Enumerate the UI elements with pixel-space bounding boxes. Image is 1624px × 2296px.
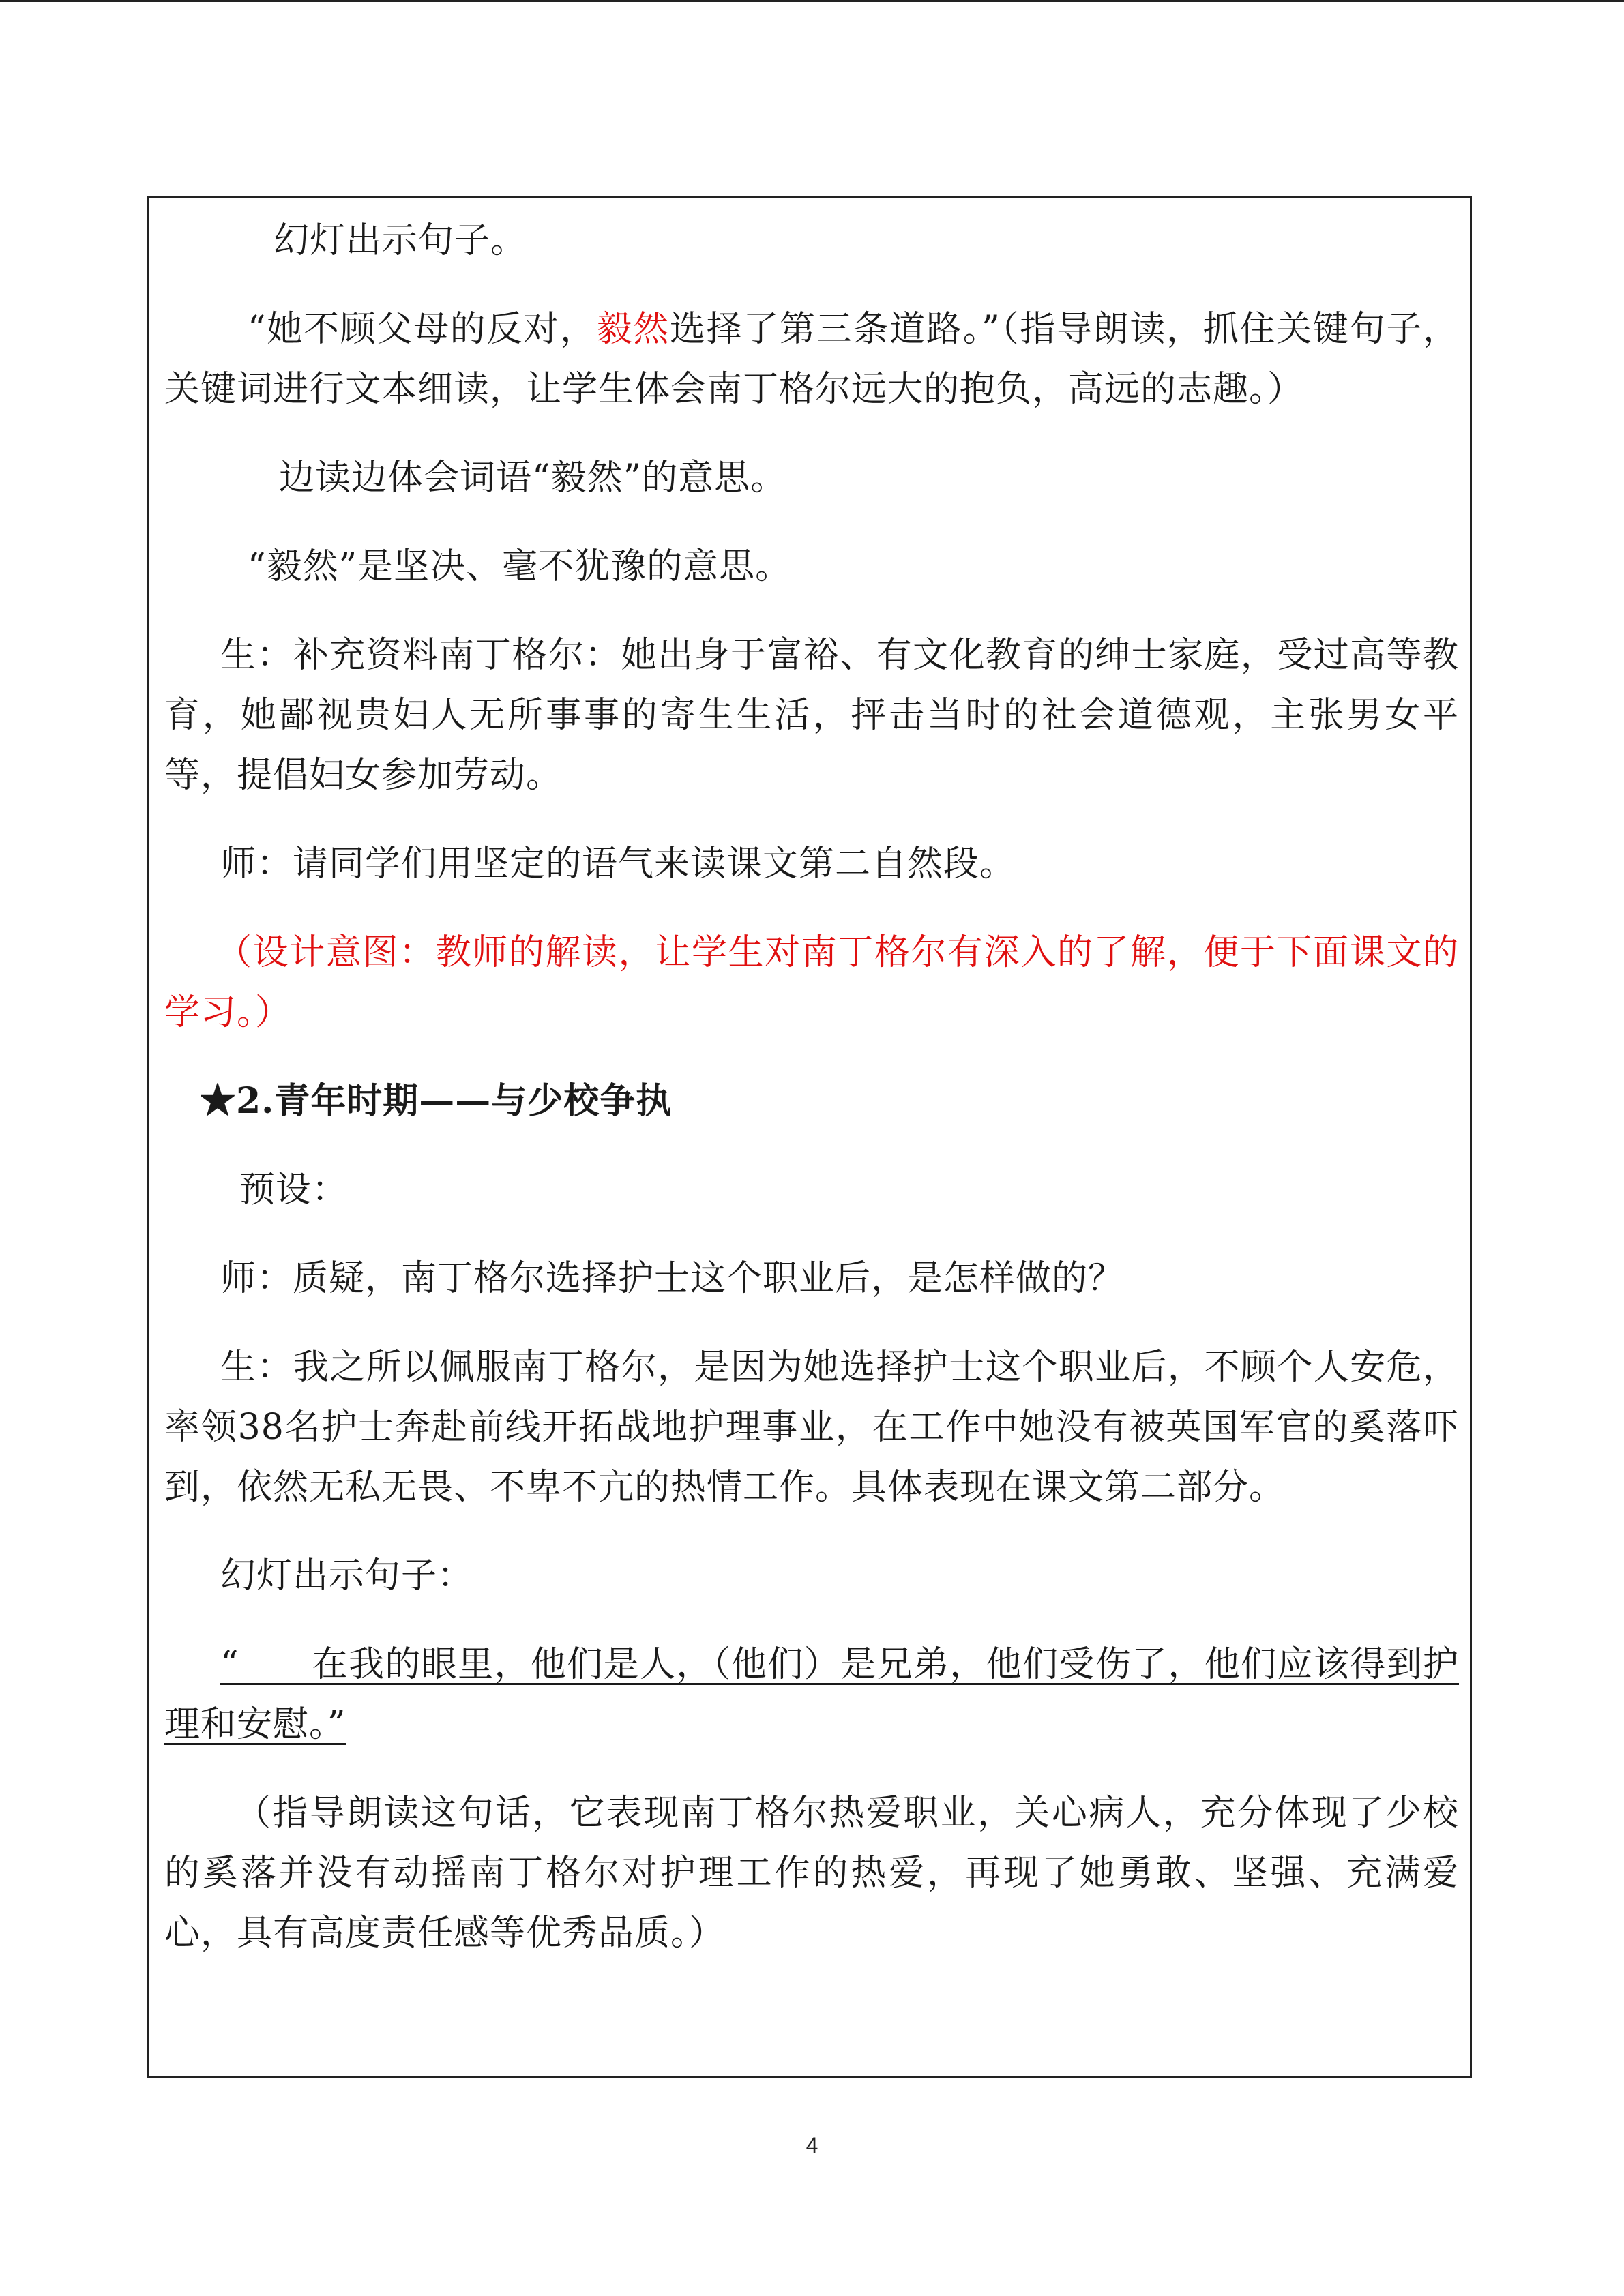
quote-part-2: 选择了第三条道路。”（指导朗读，抓住关键句子，关键词进行文本细读，让学生体会南丁格尔远大的抱负，高远的志趣。） — [164, 309, 1459, 410]
lesson-content — [164, 198, 1459, 1963]
paragraph-word-meaning: “毅然”是坚决、毫不犹豫的意思。 — [248, 546, 792, 587]
lesson-frame — [147, 196, 1472, 2078]
top-rule — [0, 0, 1624, 2]
paragraph-teacher-instruction: 师：请同学们用坚定的语气来读课文第二自然段。 — [220, 844, 1016, 884]
paragraph-reading-guidance: （指导朗读这句话，它表现南丁格尔热爱职业，关心病人，充分体现了少校的奚落并没有动摇南丁格尔对护理工作的热爱，再现了她勇敢、坚强、充满爱心，具有高度责任感等优秀品质。） — [164, 1793, 1459, 1954]
paragraph-preset: 预设： — [239, 1169, 349, 1210]
paragraph-word-meaning-task: 边读边体会词语“毅然”的意思。 — [279, 458, 787, 498]
quote-part-1: “她不顾父母的反对， — [248, 309, 597, 350]
keyword-resolute: 毅然 — [596, 309, 670, 350]
paragraph-underlined-quote — [164, 1635, 1459, 1755]
paragraph-teacher-question: 师：质疑，南丁格尔选择护士这个职业后，是怎样做的？ — [220, 1258, 1125, 1299]
paragraph-quote-resolute — [164, 299, 1459, 419]
paragraph-student-answer: 生：我之所以佩服南丁格尔，是因为她选择护士这个职业后，不顾个人安危，率领38名护士奔赴前线开拓战地护理事业，在工作中她没有被英国军官的奚落吓到，依然无私无畏、不卑不亢的热情工作。具体表现在课文第二部分。 — [164, 1347, 1459, 1508]
paragraph-slide-intro-2: 幻灯出示句子： — [220, 1555, 474, 1596]
underlined-quote: “ 在我的眼里，他们是人，（他们）是兄弟，他们受伤了，他们应该得到护理和安慰。” — [164, 1644, 1459, 1745]
paragraph-background-info: 生：补充资料南丁格尔：她出身于富裕、有文化教育的绅士家庭，受过高等教育，她鄙视贵妇人无所事事的寄生生活，抨击当时的社会道德观，主张男女平等，提倡妇女参加劳动。 — [164, 635, 1459, 796]
paragraph-slide-intro: 幻灯出示句子。 — [274, 220, 527, 261]
section-heading: ★2.青年时期——与少校争执 — [200, 1080, 673, 1122]
paragraph-design-intent: （设计意图：教师的解读，让学生对南丁格尔有深入的了解，便于下面课文的学习。） — [164, 932, 1459, 1033]
page-number: 4 — [806, 2133, 818, 2158]
